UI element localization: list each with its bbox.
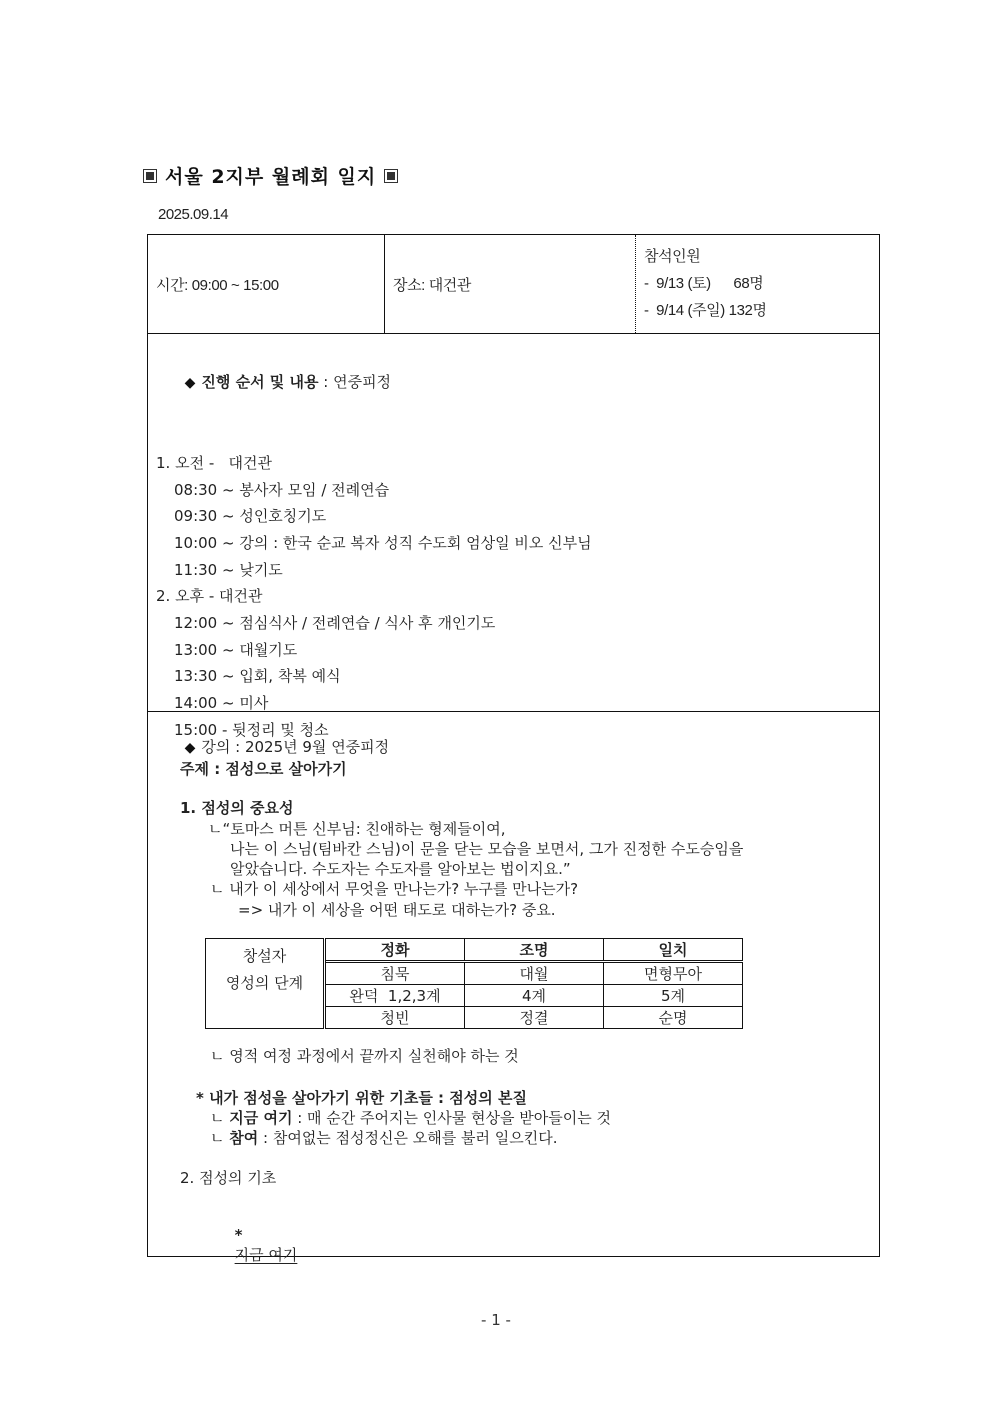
schedule-item: 13:00 ~ 대월기도 [174, 640, 298, 659]
filled-square-icon [384, 169, 398, 183]
quote-line: 알았습니다. 수도자는 수도자를 알아보는 법이지요.” [230, 860, 571, 878]
schedule-item: 11:30 ~ 낮기도 [174, 560, 283, 579]
time-cell [148, 235, 385, 333]
answer-line: => 내가 이 세상을 어떤 태도로 대하는가? 중요. [238, 901, 556, 919]
section2-item-text: 지금 여기 [234, 1246, 298, 1264]
section2-item: * 지금 여기 [234, 1226, 298, 1264]
basics-item: ㄴ 지금 여기 : 매 순간 주어지는 인사물 현상을 받아들이는 것 [210, 1109, 611, 1127]
schedule-item: 15:00 - 뒷정리 및 청소 [174, 720, 329, 739]
spiritual-stages-table [205, 938, 743, 1029]
info-row [148, 235, 879, 334]
stages-label-cell: 창설자 영성의 단계 [206, 939, 325, 1029]
stages-note: ㄴ 영적 여정 과정에서 끝까지 실천해야 하는 것 [210, 1047, 519, 1065]
schedule-item: 14:00 ~ 미사 [174, 694, 269, 713]
place-text: 장소: 대건관 [393, 276, 471, 294]
filled-square-icon [143, 169, 157, 183]
schedule-heading: ◆ 진행 순서 및 내용 : 연중피정 [156, 342, 879, 423]
time-text: 시간: 09:00 ~ 15:00 [156, 276, 279, 294]
attendance-sun: - 9/14 (주일) 132명 [644, 302, 767, 319]
stage-header: 정화 [325, 939, 465, 962]
document-date: 2025.09.14 [158, 206, 229, 223]
schedule-item: 09:30 ~ 성인호칭기도 [174, 507, 327, 526]
schedule-item: 10:00 ~ 강의 : 한국 순교 복자 성직 수도회 엄상일 비오 신부님 [174, 533, 592, 552]
schedule-item: 08:30 ~ 봉사자 모임 / 전례연습 [174, 480, 390, 499]
table-row: 청빈 정결 순명 [206, 1007, 743, 1029]
schedule-item: 12:00 ~ 점심식사 / 전례연습 / 식사 후 개인기도 [174, 614, 496, 633]
basics-item: ㄴ 참여 : 참여없는 점성정신은 오해를 불러 일으킨다. [210, 1129, 558, 1147]
lecture-heading: ◆ 강의 : 2025년 9월 연중피정 [184, 738, 390, 756]
table-row: 완덕 1,2,3계 4계 5계 [206, 985, 743, 1007]
schedule-item: 13:30 ~ 입회, 착복 예식 [174, 667, 341, 686]
quote-line: ㄴ“토마스 머튼 신부님: 친애하는 형제들이여, [208, 820, 506, 838]
question-line: ㄴ 내가 이 세상에서 무엇을 만나는가? 누구를 만나는가? [210, 880, 579, 898]
stage-header: 조명 [465, 939, 604, 962]
diamond-bullet-icon: ◆ [184, 740, 196, 756]
page-title [143, 162, 398, 189]
attendance-label: 참석인원 [644, 248, 701, 265]
attendance-sat: - 9/13 (토) 68명 [644, 275, 764, 292]
stage-header: 일치 [604, 939, 743, 962]
title-text: 서울 2지부 월례회 일지 [165, 166, 377, 188]
section2-title: 2. 점성의 기초 [180, 1169, 277, 1187]
afternoon-label: 2. 오후 - 대건관 [156, 587, 263, 606]
section1-title: 1. 점성의 중요성 [180, 799, 294, 817]
morning-label: 1. 오전 - 대건관 [156, 453, 273, 472]
quote-line: 나는 이 스님(팀바칸 스님)이 문을 닫는 모습을 보면서, 그가 진정한 수도승임을 [230, 840, 744, 858]
journal-table [147, 234, 880, 1264]
diamond-bullet-icon: ◆ [184, 374, 196, 391]
lecture-theme: 주제 : 점성으로 살아가기 [180, 760, 347, 778]
schedule-section [148, 334, 879, 739]
place-cell [385, 235, 636, 333]
basics-heading: * 내가 점성을 살아가기 위한 기초들 : 점성의 본질 [196, 1089, 527, 1107]
table-row: 침묵 대월 면형무아 [206, 962, 743, 985]
attendance-cell [636, 235, 879, 333]
page-number: - 1 - [481, 1311, 511, 1329]
lecture-section [148, 712, 879, 1264]
